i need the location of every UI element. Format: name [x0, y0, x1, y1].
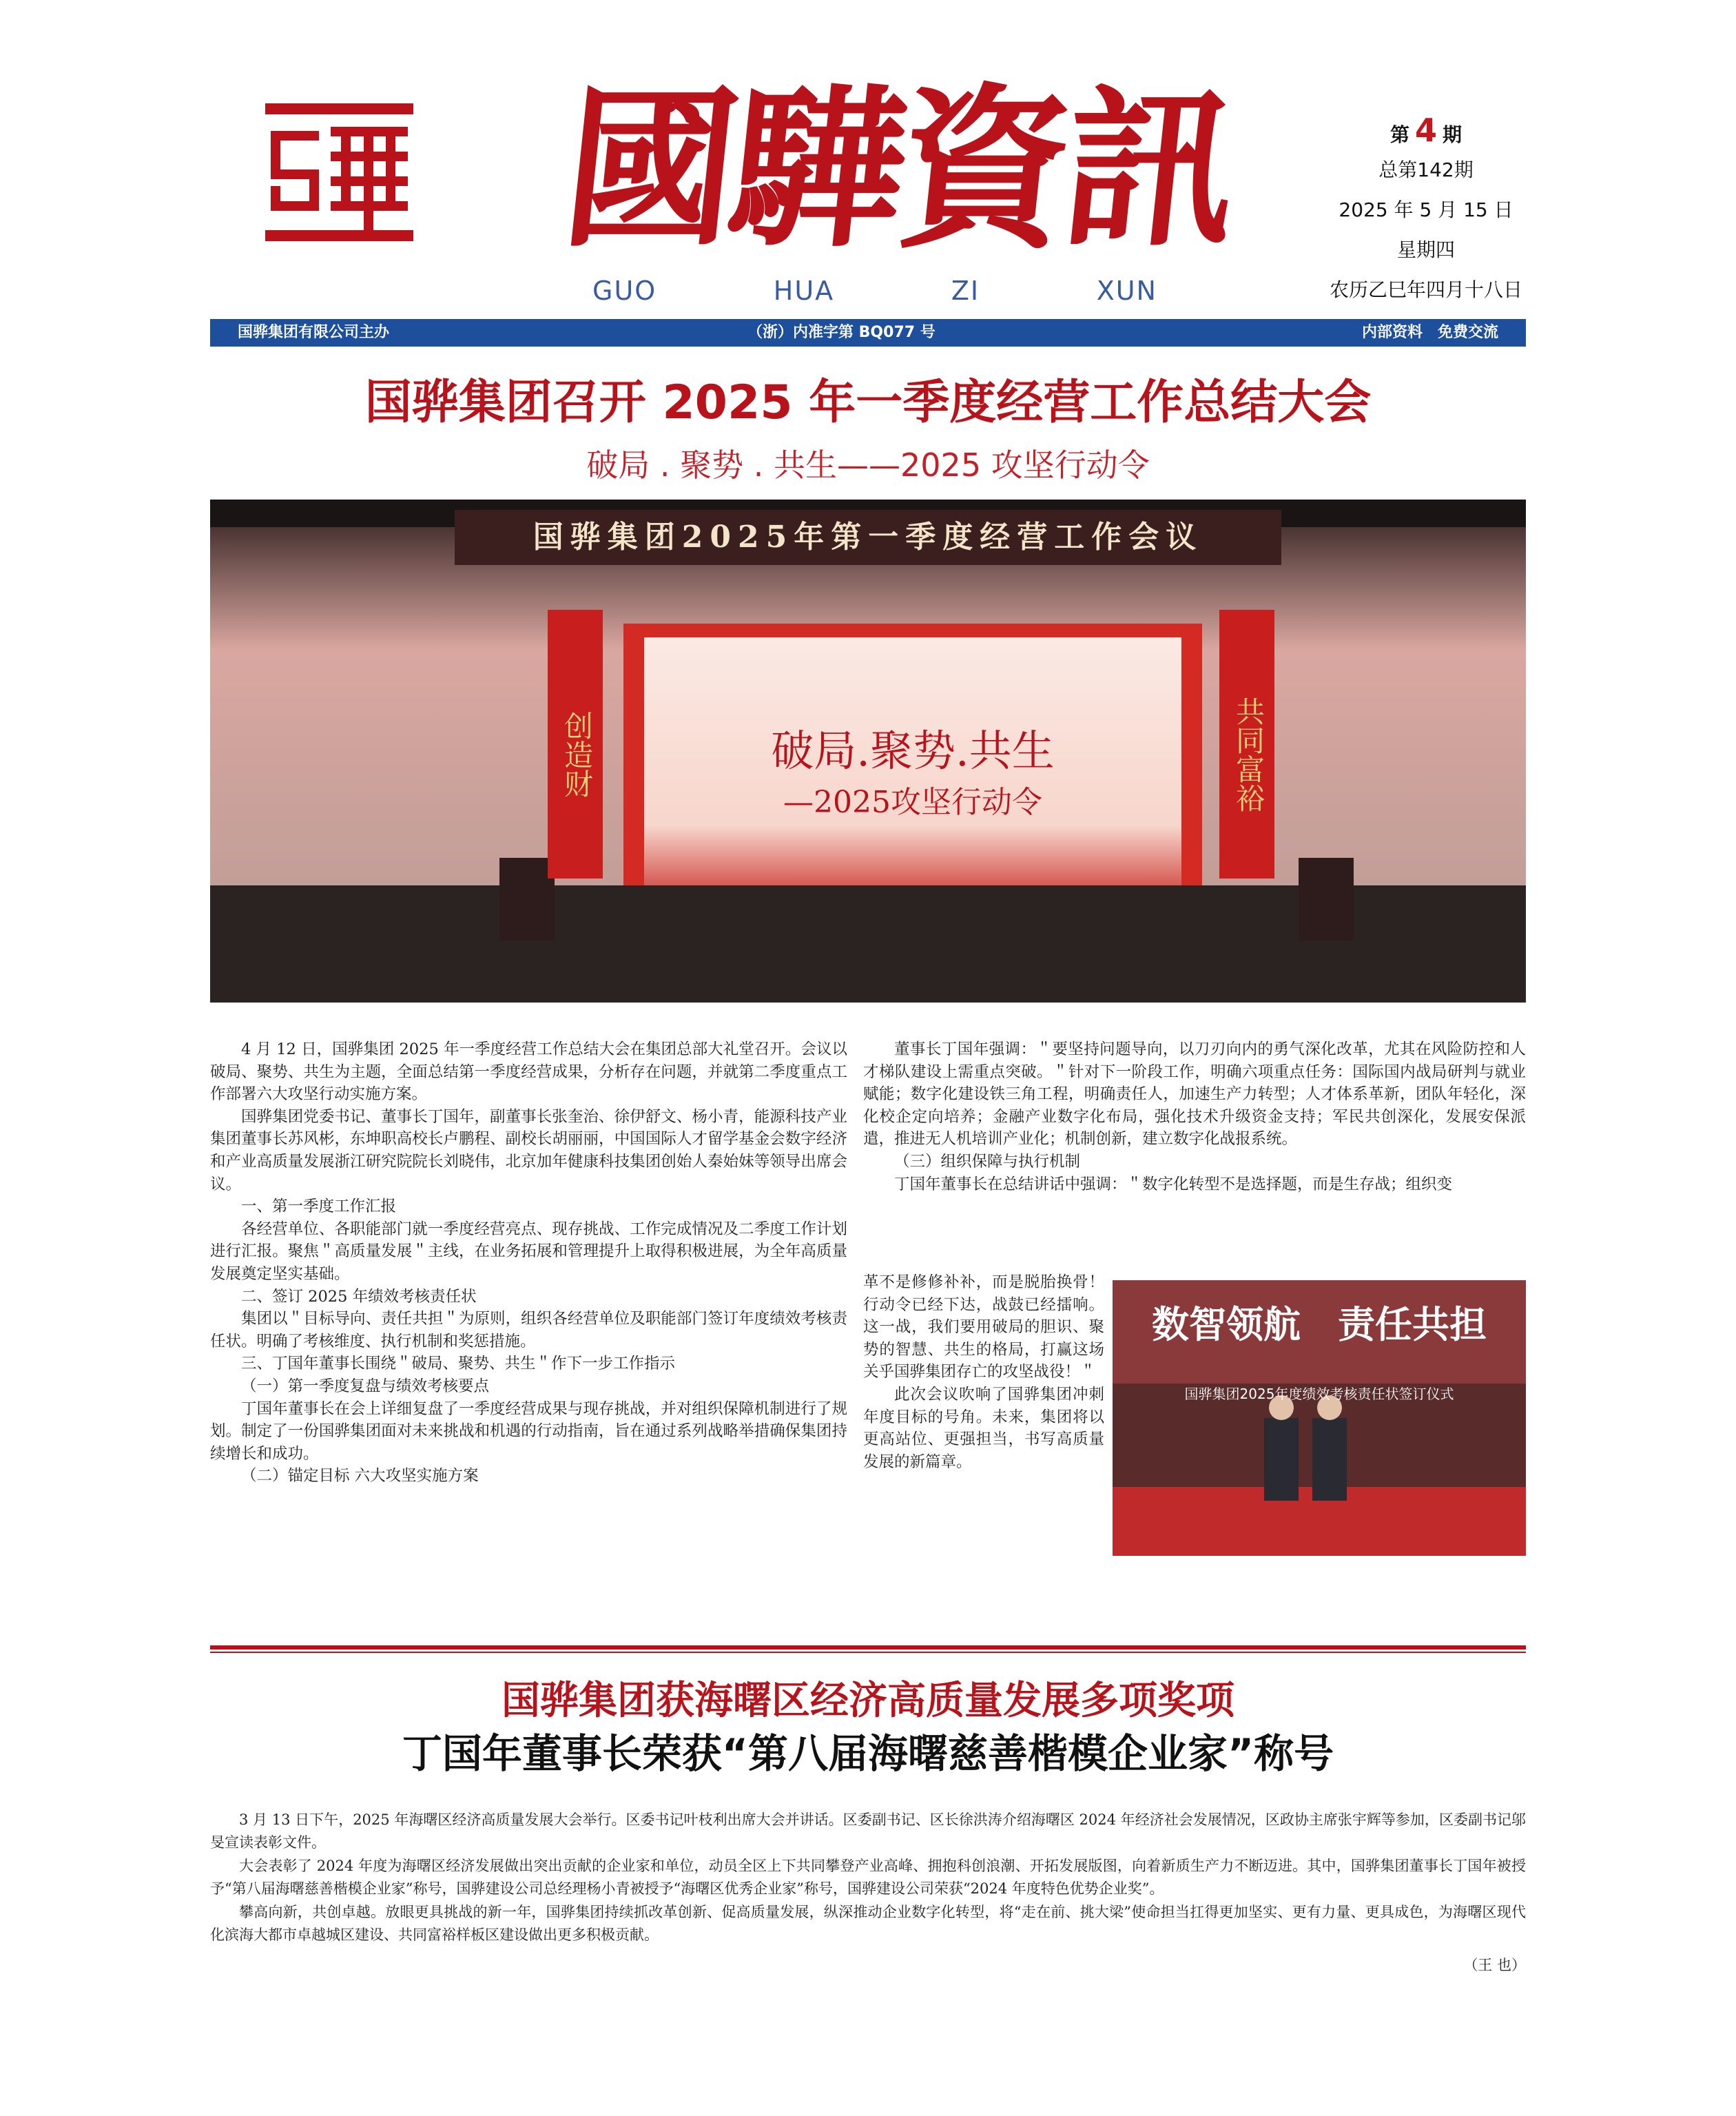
issue-total: 总第142期	[1378, 158, 1474, 181]
article1-headline: 国骅集团召开 2025 年一季度经营工作总结大会	[364, 376, 1372, 430]
sponsor-text: 国骅集团有限公司主办	[238, 324, 390, 341]
issue-lunar-date: 农历乙巳年四月十八日	[1329, 278, 1522, 301]
photo-screen-line2: —2025攻坚行动令	[783, 785, 1042, 820]
article2-body	[210, 1809, 1526, 1946]
article1-paragraph: 丁国年董事长在会上详细复盘了一季度经营成果与现存挑战，并对组织保障机制进行了规划。制定了一份国骅集团面对未来挑战和机遇的行动指南，旨在通过系列战略举措确保集团持续增长和成功。	[210, 1399, 847, 1463]
photo-couplet-right: 共同富裕	[1232, 697, 1265, 812]
issue-suffix: 期	[1443, 123, 1463, 146]
pinyin-4: XUN	[1096, 276, 1157, 306]
article1-subsection-heading: （二）锚定目标 六大攻坚实施方案	[241, 1467, 479, 1486]
article2-author: （王 也）	[1463, 1957, 1526, 1973]
article1-paragraph: 此次会议吹响了国骅集团冲刺年度目标的号角。未来，集团将以更高站位、更强担当，书写高质量发展的新篇章。	[863, 1385, 1104, 1471]
pinyin-3: ZI	[951, 276, 980, 306]
article1-paragraph: 国骅集团党委书记、董事长丁国年，副董事长张奎治、徐伊舒文、杨小青，能源科技产业集团董事长苏风彬，东坤职高校长卢鹏程、副校长胡丽丽，中国国际人才留学基金会数字经济和产业高质量发展浙江研究院院长刘晓伟，北京加年健康科技集团创始人秦始妹等领导出席会议。	[210, 1107, 847, 1193]
issue-weekday: 星期四	[1396, 238, 1455, 261]
signing-ceremony-photo	[1113, 1280, 1526, 1556]
article1-section-heading: 二、签订 2025 年绩效考核责任状	[241, 1287, 477, 1306]
article1-paragraph: 4 月 12 日，国骅集团 2025 年一季度经营工作总结大会在集团总部大礼堂召开。会议以破局、聚势、共生为主题，全面总结第一季度经营成果，分析存在问题，并就第二季度重点工作部署六大攻坚行动实施方案。	[210, 1040, 847, 1104]
article1-column-right	[863, 1038, 1526, 1273]
article2-paragraph: 3 月 13 日下午，2025 年海曙区经济高质量发展大会举行。区委书记叶枝利出席大会并讲话。区委副书记、区长徐洪涛介绍海曙区 2024 年经济社会发展情况，区政协主席张宇辉等参加，区委副书记邬旻宣读表彰文件。	[210, 1811, 1526, 1851]
article1-column-left	[210, 1038, 847, 1600]
pinyin-1: GUO	[592, 276, 657, 306]
conference-photo	[210, 500, 1526, 1003]
article1-section-heading: 一、第一季度工作汇报	[241, 1198, 397, 1216]
permit-text: （浙）内准字第 BQ077 号	[747, 324, 936, 341]
issue-number-row	[1288, 110, 1564, 150]
article1-column-wrap	[863, 1271, 1104, 1602]
article2-paragraph: 大会表彰了 2024 年度为海曙区经济发展做出突出贡献的企业家和单位，动员全区上下共同攀登产业高峰、拥抱科创浪潮、开拓发展版图，向着新质生产力不断迈进。其中，国骅集团董事长丁国年被授予“第八届海曙慈善楷模企业家”称号，国骅建设公司总经理杨小青被授予“海曙区优秀企业家”称号，国骅建设公司荣获“2024 年度特色优势企业奖”。	[210, 1857, 1526, 1898]
info-bar	[210, 319, 1526, 347]
photo-couplet-left: 创造财	[560, 711, 594, 798]
distribution-note: 内部资料 免费交流	[1361, 324, 1498, 341]
masthead-title: 國驊資訊	[554, 68, 1243, 270]
article1-paragraph: 董事长丁国年强调：＂要坚持问题导向，以刀刃向内的勇气深化改革，尤其在风险防控和人才梯队建设上需重点突破。＂针对下一阶段工作，明确六项重点任务：国际国内战局研判与就业赋能；数字化建设铁三角工程，明确责任人，加速生产力转型；人才体系革新，团队年轻化，深化校企定向培养；金融产业数字化布局，强化技术升级资金支持；军民共创深化，发展安保派遣，推进无人机培训产业化；机制创新，建立数字化战报系统。	[863, 1040, 1526, 1149]
article1-paragraph: 集团以＂目标导向、责任共担＂为原则，组织各经营单位及职能部门签订年度绩效考核责任状。明确了考核维度、执行机制和奖惩措施。	[210, 1310, 847, 1350]
article1-paragraph: 各经营单位、各职能部门就一季度经营亮点、现存挑战、工作完成情况及二季度工作计划进行汇报。聚焦＂高质量发展＂主线，在业务拓展和管理提升上取得积极进展，为全年高质量发展奠定坚实基础。	[210, 1220, 847, 1283]
photo2-banner-line1: 数智领航 责任共担	[1152, 1303, 1487, 1346]
photo-screen-line1: 破局.聚势.共生	[771, 726, 1055, 776]
article2-subhead: 丁国年董事长荣获“第八届海曙慈善楷模企业家”称号	[402, 1730, 1334, 1777]
article1-subhead: 破局 . 聚势 . 共生——2025 攻坚行动令	[586, 446, 1150, 484]
article1-section-heading: 三、丁国年董事长围绕＂破局、聚势、共生＂作下一步工作指示	[241, 1355, 676, 1373]
issue-info	[1288, 110, 1564, 303]
article1-paragraph: 丁国年董事长在总结讲话中强调：＂数字化转型不是选择题，而是生存战；组织变	[894, 1175, 1453, 1193]
article2-headline: 国骅集团获海曙区经济高质量发展多项奖项	[502, 1678, 1234, 1723]
pinyin-2: HUA	[773, 276, 835, 306]
issue-date: 2025 年 5 月 15 日	[1339, 198, 1513, 221]
section-divider	[210, 1645, 1526, 1650]
photo-banner-text: 国骅集团2025年第一季度经营工作会议	[533, 520, 1203, 555]
issue-number: 4	[1414, 112, 1437, 149]
article1-subsection-heading: （一）第一季度复盘与绩效考核要点	[241, 1377, 490, 1395]
section-divider-thin	[210, 1652, 1526, 1653]
article1-paragraph: 革不是修修补补，而是脱胎换骨！行动令已经下达，战鼓已经擂响。这一战，我们要用破局的胆识、聚势的智慧、共生的格局，打赢这场关乎国骅集团存亡的攻坚战役！＂	[863, 1273, 1104, 1381]
issue-prefix: 第	[1389, 123, 1409, 146]
article1-subsection-heading: （三）组织保障与执行机制	[894, 1152, 1081, 1171]
article2-paragraph: 攀高向新，共创卓越。放眼更具挑战的新一年，国骅集团持续抓改革创新、促高质量发展，纵深推动企业数字化转型，将“走在前、挑大梁”使命担当扛得更加坚实、更有力量、更具成色，为海曙区现代化滨海大都市卓越城区建设、共同富裕样板区建设做出更多积极贡献。	[210, 1903, 1526, 1944]
masthead-pinyin	[592, 276, 1157, 310]
photo2-banner-line2: 国骅集团2025年度绩效考核责任状签订仪式	[1184, 1386, 1454, 1402]
logo	[265, 103, 413, 241]
